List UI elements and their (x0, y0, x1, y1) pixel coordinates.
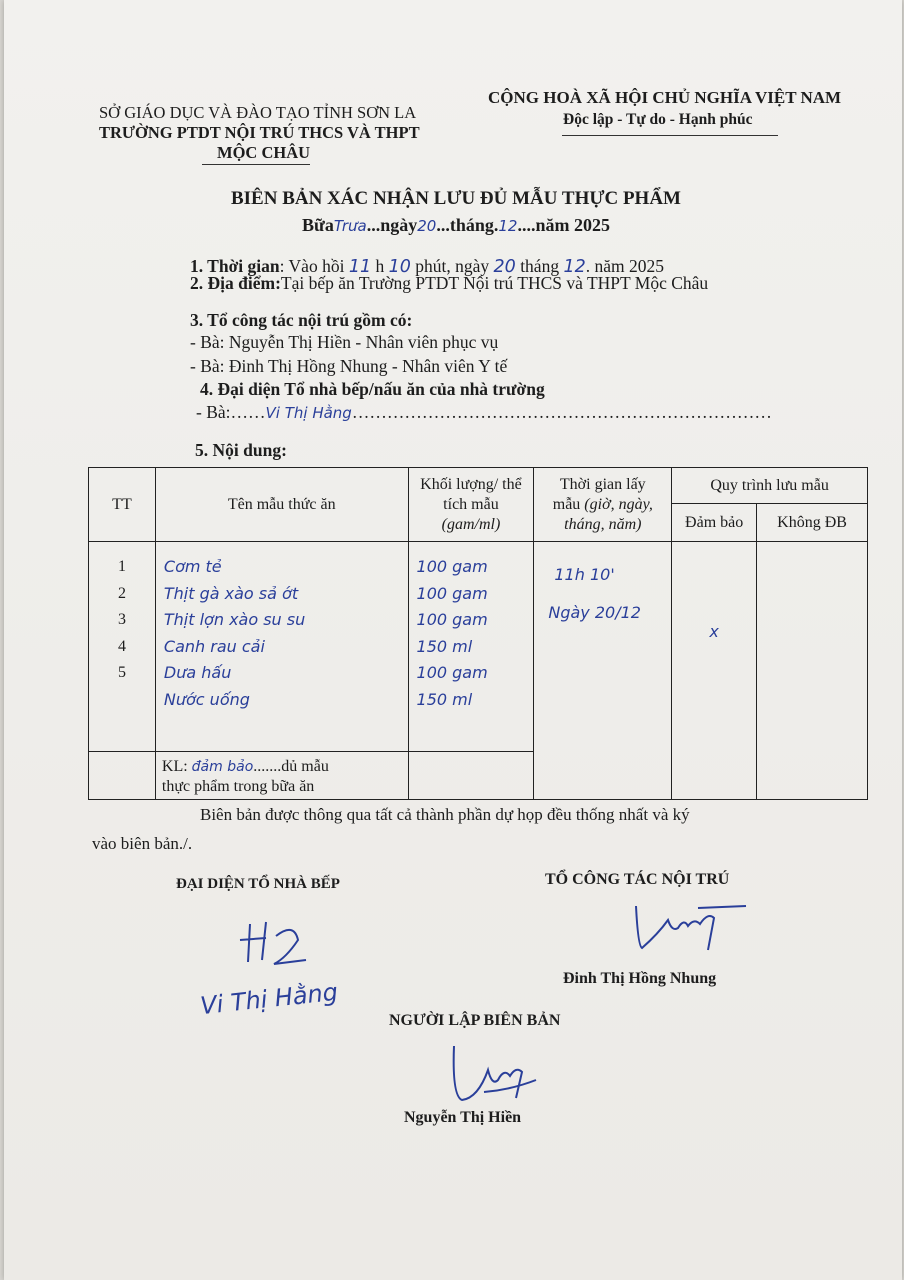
conclusion-line2: thực phẩm trong bữa ăn (161, 777, 315, 795)
recorder-signature-mark (444, 1040, 544, 1105)
food-name-column (155, 542, 408, 752)
day-value: 20 (417, 217, 437, 235)
header-food-name: Tên mẫu thức ăn (155, 468, 408, 542)
row-mass: 100 gam (416, 583, 488, 603)
row-mass: 150 ml (416, 689, 473, 709)
national-header (488, 87, 868, 131)
meal-value: Trưa (333, 217, 367, 235)
conclusion-hand: đảm bảo (191, 758, 254, 775)
year-label: ....năm 2025 (517, 215, 610, 235)
header-mass-unit: (gam/ml) (441, 515, 501, 533)
section-team-label: 3. Tổ công tác nội trú gồm có: (190, 310, 413, 330)
row-tt: 4 (117, 637, 126, 655)
row-tt: 1 (117, 558, 126, 575)
date-month-value: 12 (563, 257, 586, 277)
conclusion-tt-cell (89, 752, 156, 800)
section-kitchen-label: 4. Đại diện Tổ nhà bếp/nấu ăn của nhà trường (200, 379, 545, 399)
header-time (534, 468, 672, 542)
time-text-d: tháng (520, 256, 560, 276)
row-mass: 100 gam (416, 610, 488, 629)
department-name: SỞ GIÁO DỤC VÀ ĐÀO TẠO TỈNH SƠN LA (99, 103, 417, 122)
row-food-name: Cơm tẻ (163, 557, 222, 576)
section-location-label: 2. Địa điểm: (190, 273, 281, 293)
hour-value: 11 (348, 257, 372, 277)
time-text-c: phút, ngày (415, 256, 490, 276)
not-ok-cell (757, 542, 868, 800)
school-name: TRƯỜNG PTDT NỘI TRÚ THCS VÀ THPT (99, 123, 420, 142)
row-food-name: Thịt gà xào sả ớt (163, 583, 299, 603)
minute-value: 10 (388, 257, 411, 277)
kitchen-rep-name: Vi Thị Hằng (265, 404, 352, 422)
row-mass: 150 ml (416, 636, 473, 656)
meal-prefix: Bữa (302, 215, 334, 235)
boarding-signature-title: TỔ CÔNG TÁC NỘI TRÚ (545, 871, 730, 888)
ok-check-mark: x (709, 622, 719, 641)
header-mass-line2: tích mẫu (443, 495, 499, 513)
sample-time-cell (534, 542, 672, 800)
row-tt: 5 (117, 664, 126, 681)
conclusion-cell (155, 752, 408, 800)
sample-table (88, 467, 868, 800)
team-member-2: - Bà: Đinh Thị Hồng Nhung - Nhân viên Y tế (190, 356, 508, 376)
tt-column (89, 542, 156, 752)
section-time-label: 1. Thời gian (190, 256, 280, 276)
time-text-b: h (375, 256, 385, 276)
document-page (4, 0, 902, 1280)
row-mass: 100 gam (416, 663, 488, 682)
kitchen-signature-title: ĐẠI DIỆN TỔ NHÀ BẾP (176, 876, 340, 892)
header-ok: Đảm bảo (672, 504, 757, 542)
conclusion-mass-cell (408, 752, 534, 800)
row-tt: 2 (117, 584, 126, 602)
header-time-line3: tháng, năm) (564, 515, 642, 533)
row-tt: 3 (117, 611, 126, 628)
conclusion-prefix: KL: (161, 757, 192, 775)
section-location (190, 273, 708, 294)
header-underline-left (202, 164, 310, 165)
header-tt: TT (89, 468, 156, 542)
row-food-name: Canh rau cải (163, 636, 265, 656)
row-mass: 100 gam (416, 557, 488, 576)
header-time-line1: Thời gian lấy (559, 475, 646, 493)
header-not-ok: Không ĐB (757, 504, 868, 542)
header-process: Quy trình lưu mẫu (672, 468, 868, 504)
sample-time-value: 11h 10' (554, 565, 615, 584)
closing-statement-line2: vào biên bản./. (92, 834, 193, 853)
school-location: MỘC CHÂU (217, 143, 311, 162)
month-label: ...tháng. (436, 215, 499, 235)
sample-date-value: Ngày 20/12 (548, 603, 641, 622)
conclusion-suffix: .......dủ mẫu (253, 757, 329, 775)
document-title: BIÊN BẢN XÁC NHẬN LƯU ĐỦ MẪU THỰC PHẨM (230, 188, 681, 209)
republic-name: CỘNG HOÀ XÃ HỘI CHỦ NGHĨA VIỆT NAM (488, 88, 842, 107)
mass-column (408, 542, 534, 752)
recorder-signature-title: NGƯỜI LẬP BIÊN BẢN (389, 1012, 561, 1029)
kitchen-rep-dots: ……………………………………………………………… (351, 402, 772, 422)
national-motto: Độc lập - Tự do - Hạnh phúc (563, 111, 753, 128)
row-food-name: Thịt lợn xào su su (163, 610, 306, 629)
header-underline-right (562, 135, 778, 136)
recorder-signer-name: Nguyễn Thị Hiền (404, 1109, 522, 1126)
kitchen-signature-mark (236, 918, 326, 968)
closing-statement-line1: Biên bản được thông qua tất cả thành phần dự họp đều thống nhất và ký (200, 805, 690, 824)
header-time-line2a: mẫu (552, 495, 585, 513)
date-day-value: 20 (493, 257, 516, 277)
document-subtitle (4, 215, 904, 236)
boarding-signer-name: Đinh Thị Hồng Nhung (563, 970, 717, 987)
header-mass-line1: Khối lượng/ thể (420, 475, 522, 493)
row-food-name: Nước uống (163, 689, 250, 709)
day-label: ...ngày (366, 215, 418, 235)
section-content-label: 5. Nội dung: (195, 440, 287, 460)
header-time-line2b: (giờ, ngày, (584, 495, 653, 513)
time-text-e: . năm 2025 (585, 256, 664, 276)
issuer-header (99, 103, 439, 163)
header-mass (408, 468, 534, 542)
time-text-a: : Vào hồi (279, 256, 345, 276)
ok-cell (672, 542, 757, 800)
boarding-signature-mark (628, 898, 748, 958)
kitchen-rep-line (196, 402, 772, 423)
kitchen-signature-name: Vi Thị Hằng (198, 977, 340, 1021)
row-food-name: Dưa hấu (163, 663, 232, 682)
team-member-1: - Bà: Nguyễn Thị Hiền - Nhân viên phục vụ (190, 332, 499, 352)
location-text: Tại bếp ăn Trường PTDT Nội trú THCS và THPT Mộc Châu (280, 273, 709, 293)
kitchen-rep-prefix: - Bà:…… (196, 402, 266, 422)
month-value: 12 (498, 217, 518, 235)
